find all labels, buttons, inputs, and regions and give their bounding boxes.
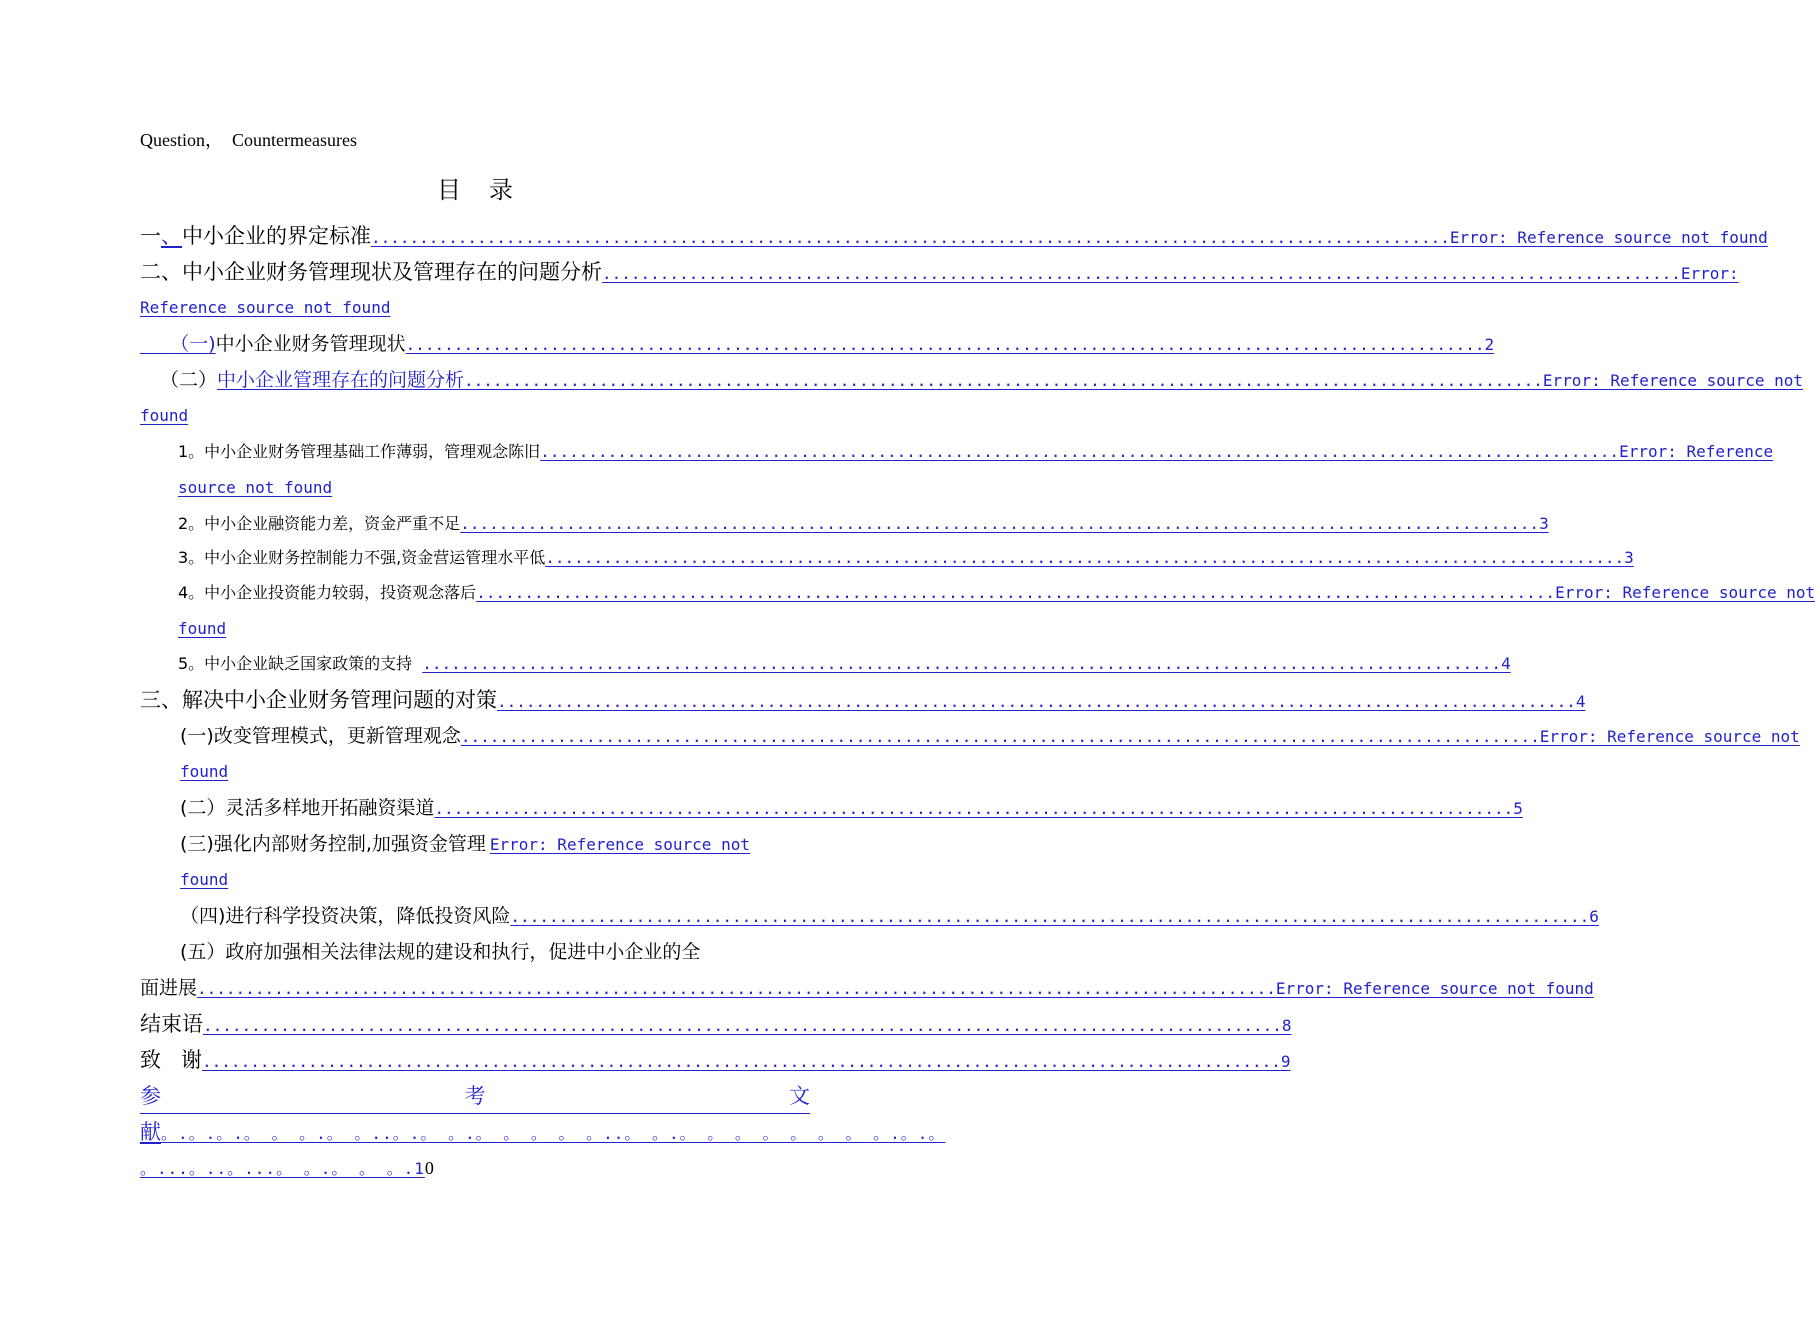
toc-page-number[interactable]: 3	[1624, 548, 1634, 567]
toc-ref-error-continued[interactable]: found	[178, 619, 227, 638]
toc-entry-3-3[interactable]	[180, 826, 810, 898]
toc-entry-acknowledgement[interactable]	[140, 1042, 1291, 1078]
toc-ref-error[interactable]: Error: Reference source not	[1555, 583, 1815, 602]
leader-dots: ................................................................................................................	[602, 264, 1681, 283]
leader-dots: ................................................................................................................	[371, 228, 1450, 247]
references-char: 文	[789, 1084, 810, 1108]
toc-entry-label: 结束语	[140, 1012, 203, 1036]
toc-title: 目录	[437, 176, 541, 204]
toc-entry-label: 2。中小企业融资能力差，资金严重不足	[178, 514, 461, 533]
toc-page-number[interactable]: 6	[1589, 907, 1599, 926]
toc-entry-label: (一)改变管理模式，更新管理观念	[180, 725, 461, 747]
leader-dots[interactable]: 。...。..。...。 。.。 。 。.1	[140, 1159, 425, 1178]
toc-entry-label[interactable]: 中小企业管理存在的问题分析	[217, 369, 465, 391]
toc-ref-error[interactable]: Error: Reference source not found	[1449, 228, 1768, 247]
toc-entry-label: 三、解决中小企业财务管理问题的对策	[140, 688, 497, 712]
toc-page-number[interactable]: 8	[1281, 1016, 1292, 1035]
toc-entry-prefix: 一	[140, 224, 161, 248]
toc-ref-error-continued[interactable]: found	[180, 870, 229, 889]
toc-ref-error[interactable]: Error: Reference source not	[1539, 727, 1800, 746]
toc-entry-link[interactable]	[140, 326, 216, 362]
toc-ref-error[interactable]: Error: Reference	[1619, 442, 1774, 461]
toc-ref-error[interactable]: Error: Reference source not found	[1275, 979, 1594, 998]
toc-entry-label: （四)进行科学投资决策，降低投资风险	[180, 905, 511, 927]
toc-ref-error-continued[interactable]: found	[180, 762, 229, 781]
leader-dots: ................................................................................................................	[422, 654, 1502, 673]
toc-entry-label: 中小企业财务管理现状	[215, 333, 406, 355]
toc-entry-conclusion[interactable]	[140, 1006, 1292, 1042]
toc-entry-2-2-3[interactable]	[140, 540, 1634, 576]
toc-entry-3-2[interactable]	[180, 790, 1523, 826]
toc-page-number[interactable]: 3	[1539, 514, 1549, 533]
toc-entry-2[interactable]	[140, 254, 1739, 326]
toc-entry-3-4[interactable]	[180, 898, 1599, 934]
toc-entry-3[interactable]	[140, 682, 1586, 718]
toc-entry-label: 4。中小企业投资能力较弱，投资观念落后	[178, 583, 477, 602]
toc-ref-error[interactable]: Error:	[1680, 264, 1739, 283]
toc-ref-error-continued[interactable]: found	[140, 406, 189, 425]
toc-entry-references[interactable]	[140, 1078, 946, 1186]
leader-dots: ................................................................................................................	[405, 335, 1485, 354]
references-char[interactable]: 献	[140, 1120, 161, 1144]
leader-dots: 。.。.。.。 。 。.。 。..。.。 。.。 。 。 。 。..。 。.。 。 。 。 。 。 。 。.。.。	[161, 1124, 946, 1143]
toc-entry-label: (二）灵活多样地开拓融资渠道	[180, 797, 435, 819]
toc-entry-2-2-4[interactable]	[140, 575, 1815, 647]
leader-dots: ................................................................................................................	[476, 583, 1556, 602]
leader-dots: ................................................................................................................	[510, 907, 1590, 926]
toc-entry-2-2-1[interactable]	[140, 434, 1774, 506]
toc-page-number[interactable]: 9	[1280, 1052, 1291, 1071]
toc-entry-label: 致 谢	[140, 1048, 203, 1072]
toc-ref-error-continued[interactable]: source not found	[178, 478, 333, 497]
toc-entry-3-1[interactable]	[180, 718, 1800, 790]
leader-dots: ................................................................................................................	[197, 979, 1276, 998]
toc-entry-label: (三)强化内部财务控制,加强资金管理	[180, 833, 486, 855]
toc-entry-2-2-2[interactable]	[140, 506, 1549, 542]
toc-entry-2-2-5[interactable]	[140, 646, 1511, 682]
toc-entry-label: 3。中小企业财务控制能力不强,资金营运管理水平低	[178, 548, 546, 567]
toc-entry-label: 二、中小企业财务管理现状及管理存在的问题分析	[140, 260, 602, 284]
toc-ref-error[interactable]: Error: Reference source not	[489, 835, 750, 854]
toc-entry-label: 1。中小企业财务管理基础工作薄弱，管理观念陈旧	[178, 442, 541, 461]
toc-ref-error-continued[interactable]: Reference source not found	[140, 298, 391, 317]
toc-page-number[interactable]: 2	[1484, 335, 1495, 354]
toc-page-number[interactable]: 4	[1501, 654, 1511, 673]
leader-dots: ................................................................................................................	[460, 727, 1540, 746]
leader-dots: ................................................................................................................	[464, 371, 1543, 390]
toc-ref-error[interactable]: Error: Reference source not	[1542, 371, 1803, 390]
toc-entry-label: 中小企业的界定标准	[182, 224, 371, 248]
leader-dots: ................................................................................................................	[434, 799, 1514, 818]
leader-dots: ................................................................................................................	[540, 442, 1620, 461]
toc-entry-1[interactable]	[140, 218, 1768, 254]
toc-entry-2-1[interactable]	[140, 326, 1495, 362]
toc-entry-link-text: （一)	[170, 333, 216, 355]
toc-page-number-tail: 0	[424, 1158, 434, 1178]
toc-entry-3-5[interactable]	[140, 934, 1594, 1006]
references-spread-line[interactable]	[140, 1078, 810, 1114]
leader-dots: ................................................................................................................	[545, 548, 1625, 567]
references-char: 考	[464, 1084, 486, 1108]
leader-dots: ................................................................................................................	[497, 692, 1576, 711]
toc-entry-link[interactable]: 、	[161, 224, 182, 248]
references-char: 参	[140, 1084, 161, 1108]
toc-entry-label-continued: 面进展	[140, 977, 198, 999]
leader-dots: ................................................................................................................	[202, 1052, 1281, 1071]
english-keywords: Question， Countermeasures	[140, 130, 357, 150]
leader-dots: ................................................................................................................	[460, 514, 1540, 533]
toc-entry-label: (五）政府加强相关法律法规的建设和执行，促进中小企业的全	[180, 941, 701, 963]
leader-dots: ................................................................................................................	[203, 1016, 1282, 1035]
toc-entry-2-2[interactable]	[140, 362, 1803, 434]
toc-entry-prefix: （二）	[160, 369, 218, 391]
toc-entry-label: 5。中小企业缺乏国家政策的支持	[178, 654, 413, 673]
toc-page-number[interactable]: 5	[1513, 799, 1523, 818]
toc-page-number[interactable]: 4	[1575, 692, 1586, 711]
